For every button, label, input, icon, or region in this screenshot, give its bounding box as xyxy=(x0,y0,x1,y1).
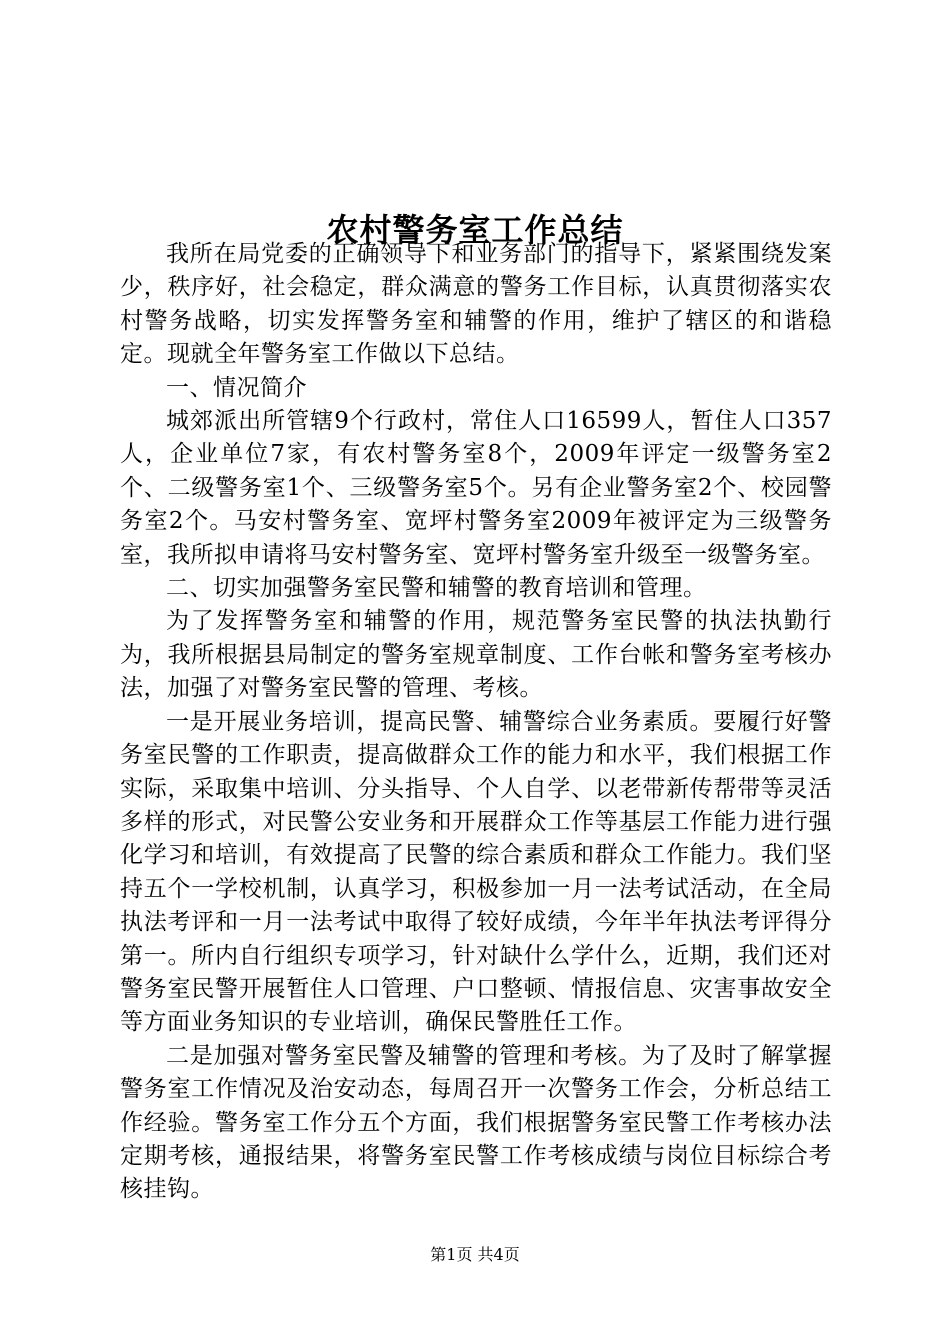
page-title: 农村警务室工作总结 xyxy=(326,211,624,250)
paragraph-intro: 我所在局党委的正确领导下和业务部门的指导下，紧紧围绕发案少，秩序好，社会稳定，群众满意的警务工作目标，认真贯彻落实农村警务战略，切实发挥警务室和辅警的作用，维护了辖区的和谐稳定。现就全年警务室工作做以下总结。 xyxy=(120,241,832,368)
paragraph-overview: 城郊派出所管辖9个行政村，常住人口16599人，暂住人口357人，企业单位7家，有农村警务室8个，2009年评定一级警务室2个、二级警务室1个、三级警务室5个。另有企业警务室2个、校园警务室2个。马安村警务室、宽坪村警务室2009年被评定为三级警务室，我所拟申请将马安村警务室、宽坪村警务室升级至一级警务室。 xyxy=(120,408,832,568)
section-heading-overview: 一、情况简介 xyxy=(166,374,307,401)
section-heading-training: 二、切实加强警务室民警和辅警的教育培训和管理。 xyxy=(166,575,707,602)
page-number: 第1页 共4页 xyxy=(430,1245,520,1264)
paragraph-training-intro: 为了发挥警务室和辅警的作用，规范警务室民警的执法执勤行为，我所根据县局制定的警务室规章制度、工作台帐和警务室考核办法，加强了对警务室民警的管理、考核。 xyxy=(120,608,832,702)
paragraph-training-first: 一是开展业务培训，提高民警、辅警综合业务素质。要履行好警务室民警的工作职责，提高做群众工作的能力和水平，我们根据工作实际，采取集中培训、分头指导、个人自学、以老带新传帮带等灵活多样的形式，对民警公安业务和开展群众工作等基层工作能力进行强化学习和培训，有效提高了民警的综合素质和群众工作能力。我们坚持五个一学校机制，认真学习，积极参加一月一法考试活动，在全局执法考评和一月一法考试中取得了较好成绩，今年半年执法考评得分第一。所内自行组织专项学习，针对缺什么学什么，近期，我们还对警务室民警开展暂住人口管理、户口整顿、情报信息、灾害事故安全等方面业务知识的专业培训，确保民警胜任工作。 xyxy=(120,708,832,1036)
paragraph-training-second: 二是加强对警务室民警及辅警的管理和考核。为了及时了解掌握警务室工作情况及治安动态，每周召开一次警务工作会，分析总结工作经验。警务室工作分五个方面，我们根据警务室民警工作考核办法定期考核，通报结果，将警务室民警工作考核成绩与岗位目标综合考核挂钩。 xyxy=(120,1042,832,1203)
document-body xyxy=(120,238,832,1207)
